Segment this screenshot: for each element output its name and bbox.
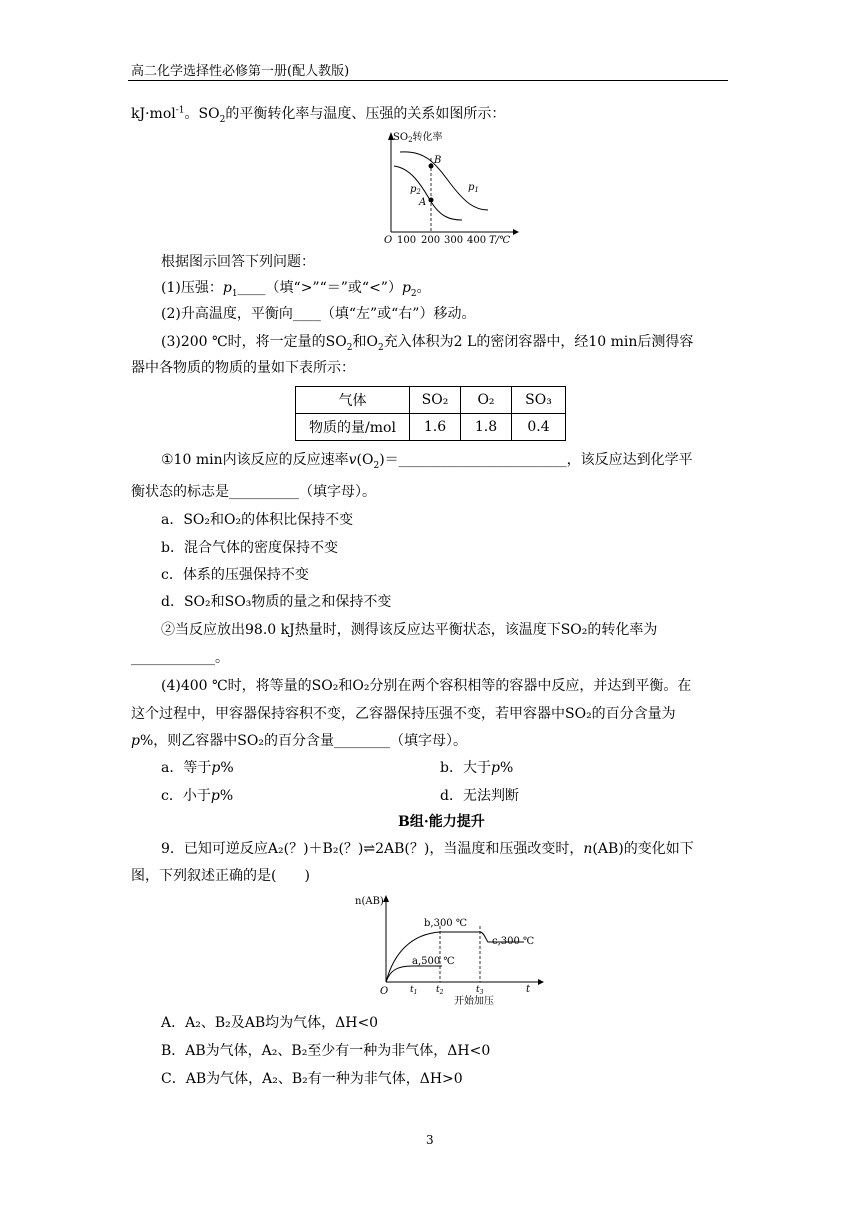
table-header-cell: SO₃	[512, 387, 566, 414]
choice-a: a．等于p%	[161, 760, 234, 776]
choice-d: d．无法判断	[440, 788, 519, 804]
conversion-chart	[380, 128, 520, 246]
q8-part4-line2: 这个过程中，甲容器保持容积不变，乙容器保持压强不变，若甲容器中SO₂的百分含量为	[131, 706, 676, 722]
label-c: c,300 ℃	[492, 936, 535, 947]
q9-line2: 图，下列叙述正确的是( )	[131, 868, 310, 884]
table-header-cell: SO₂	[410, 387, 461, 414]
t2-label: $t_2$	[436, 985, 444, 996]
table-header-cell: 气体	[296, 387, 410, 414]
t3-label: $t_3$	[476, 985, 484, 996]
amount-table	[295, 386, 566, 441]
curve-p1-label: $p_1$	[468, 182, 479, 194]
choice-b: b．大于p%	[440, 760, 514, 776]
table-row	[296, 387, 566, 414]
tick-400: 400	[467, 235, 487, 246]
table-row	[296, 414, 566, 441]
q9-option-a: A．A₂、B₂及AB均为气体，ΔH<0	[161, 1015, 379, 1031]
q8-part3-line2: 器中各物质的物质的量如下表所示：	[131, 360, 355, 376]
curve-p1	[400, 152, 488, 210]
point-a-label: A	[419, 197, 427, 208]
choice-c: c．小于p%	[161, 788, 234, 804]
section-title: B组·能力提升	[398, 814, 485, 830]
option-b: b．混合气体的密度保持不变	[161, 540, 338, 556]
pressure-note: 开始加压	[454, 996, 494, 1007]
point-b-label: B	[434, 155, 442, 166]
table-cell: 1.8	[461, 414, 512, 441]
header-rule	[128, 80, 728, 81]
table-row-label: 物质的量/mol	[296, 414, 410, 441]
nab-time-chart	[352, 892, 548, 1008]
sub2-line2: ____________。	[131, 650, 229, 666]
label-b: b,300 ℃	[424, 918, 468, 929]
table-cell: 0.4	[512, 414, 566, 441]
curve-p2-label: $p_2$	[410, 184, 421, 196]
intro-unit: kJ·mol	[131, 106, 176, 122]
intro-line	[131, 104, 505, 124]
tick-300: 300	[444, 235, 464, 246]
y-axis-label: $SO_2$转化率	[393, 132, 443, 144]
q8-part2: (2)升高温度，平衡向____（填“左”或“右”）移动。	[161, 306, 476, 322]
q8-part4-line1: (4)400 ℃时，将等量的SO₂和O₂分别在两个容积相等的容器中反应，并达到平衡。在	[161, 678, 692, 694]
q9-line1: 9．已知可逆反应A₂(？)＋B₂(？)⇌2AB(？)，当温度和压强改变时，n(AB)的变化如下	[161, 841, 694, 857]
intro-text: 。SO	[184, 106, 220, 122]
x-axis-label: t	[526, 984, 531, 995]
sub2-line1: ②当反应放出98.0 kJ热量时，测得该反应达平衡状态，该温度下SO₂的转化率为	[161, 622, 658, 638]
sub1-line1: ①10 min内该反应的反应速率$v(O_2)=\_\_\_\_\_\_\_\_\_\_\_\_\_\_\_\_\_\_\_\_\_\_\_\_$，该反应达到化学平	[161, 452, 693, 471]
origin-label: O	[380, 986, 389, 997]
label-a: a,500 ℃	[412, 956, 455, 967]
q9-option-b: B．AB为气体，A₂、B₂至少有一种为非气体，ΔH<0	[161, 1043, 491, 1059]
q8-part3-line1: (3)200 ℃时，将一定量的$SO_2$和$O_2$充入体积为2 L的密闭容器中，经10 min后测得容	[161, 334, 694, 353]
tick-100: 100	[397, 235, 417, 246]
page-number: 3	[426, 1133, 434, 1147]
q8-part4-line3: p%，则乙容器中SO₂的百分含量________（填字母）。	[131, 733, 467, 749]
t1-label: $t_1$	[410, 985, 418, 996]
table-cell: 1.6	[410, 414, 461, 441]
table-header-cell: O₂	[461, 387, 512, 414]
curve-a	[386, 966, 442, 982]
y-axis-label: n(AB)	[355, 896, 384, 907]
option-c: c．体系的压强保持不变	[161, 567, 309, 583]
option-d: d．SO₂和SO₃物质的量之和保持不变	[161, 594, 392, 610]
x-axis-label: T/℃	[489, 235, 511, 246]
option-a: a．SO₂和O₂的体积比保持不变	[161, 512, 354, 528]
q9-option-c: C．AB为气体，A₂、B₂有一种为非气体，ΔH>0	[161, 1071, 463, 1087]
tick-200: 200	[421, 235, 441, 246]
curve-p2	[394, 166, 462, 220]
intro-text-rest: 的平衡转化率与温度、压强的关系如图所示：	[225, 106, 506, 122]
intro-unit-exp: -1	[175, 105, 185, 116]
q8-part1: (1)压强：$p_1\_\_\_\_$（填“>”“＝”或“$<”)p_2$。	[161, 280, 431, 299]
header-title: 高二化学选择性必修第一册(配人教版)	[131, 64, 350, 79]
sub1-line2: 衡状态的标志是__________（填字母）。	[131, 484, 376, 500]
origin-label: O	[384, 235, 393, 246]
intro-sub: 2	[219, 114, 226, 125]
q8-prompt: 根据图示回答下列问题：	[161, 254, 315, 270]
